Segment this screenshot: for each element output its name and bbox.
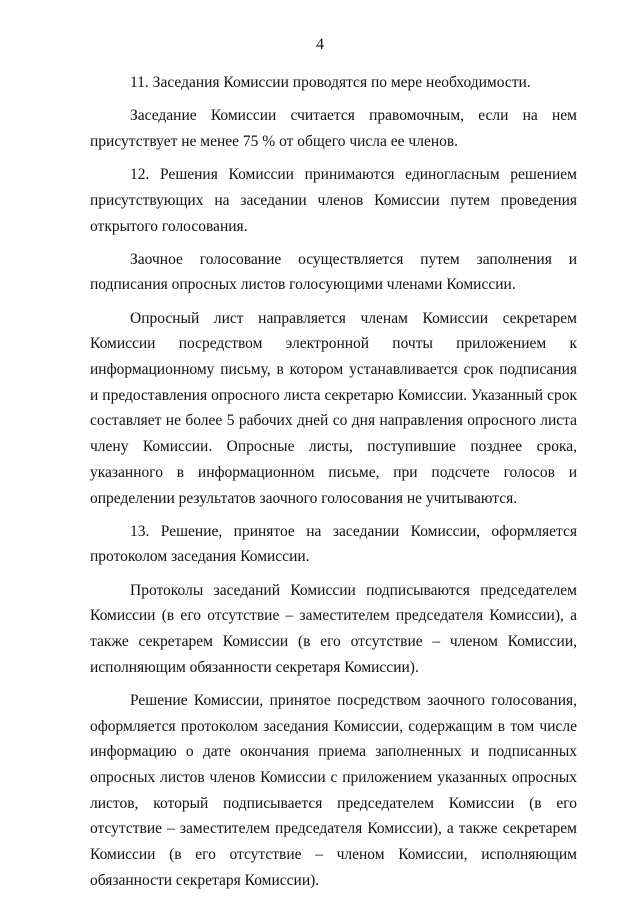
page-number: 4 (316, 36, 324, 53)
paragraph-11-meetings: 11. Заседания Комиссии проводятся по мере необходимости. (130, 74, 531, 91)
paragraph-12-decisions: 12. Решения Комиссии принимаются единогласным решением присутствующих на заседании членов Комиссии путем проведения открытого голосования. (90, 166, 577, 235)
paragraph-protocol-signing: Протоколы заседаний Комиссии подписываются председателем Комиссии (в его отсутствие – заместителем председателя Комиссии), а также секретарем Комиссии (в его отсутствие – членом Комиссии, исполняющим обязанности секретаря Комиссии). (90, 581, 577, 676)
paragraph-absentee-voting: Заочное голосование осуществляется путем заполнения и подписания опросных листов голосующими членами Комиссии. (90, 250, 577, 294)
paragraph-quorum: Заседание Комиссии считается правомочным, если на нем присутствует не менее 75 % от общего числа ее членов. (90, 107, 577, 150)
paragraph-13-decision-protocol: 13. Решение, принятое на заседании Комиссии, оформляется протоколом заседания Комиссии. (90, 522, 577, 566)
document-body (90, 70, 577, 901)
paragraph-questionnaire: Опросный лист направляется членам Комиссии секретарем Комиссии посредством электронной почты приложением к информационному письму, в котором устанавливается срок подписания и предоставления опросного листа секретарю Комиссии. Указанный срок составляет не более 5 рабочих дней со дня направления опросного листа члену Комиссии. Опросные листы, поступившие позднее срока, указанного в информационном письме, при подсчете голосов и определении результатов заочного голосования не учитываются. (90, 309, 577, 507)
paragraph-absentee-protocol: Решение Комиссии, принятое посредством заочного голосования, оформляется протоколом заседания Комиссии, содержащим в том числе информацию о дате окончания приема заполненных и подписанных опросных листов членов Комиссии с приложением указанных опросных листов, который подписывается председателем Комиссии (в его отсутствие – заместителем председателя Комиссии), а также секретарем Комиссии (в его отсутствие – членом Комиссии, исполняющим обязанности секретаря Комиссии). (90, 691, 577, 889)
